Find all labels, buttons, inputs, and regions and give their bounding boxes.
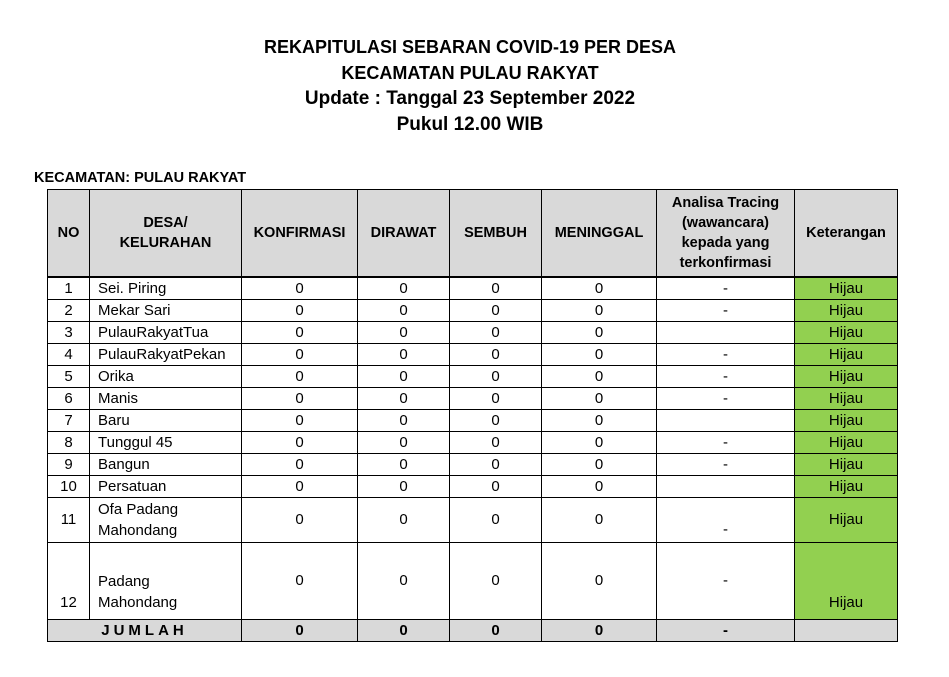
cell-sembuh: 0 — [450, 321, 542, 343]
cell-sembuh: 0 — [450, 409, 542, 431]
cell-dirawat: 0 — [358, 343, 450, 365]
cell-no: 6 — [48, 387, 90, 409]
table-row — [48, 475, 898, 497]
table-row — [48, 343, 898, 365]
cell-no: 4 — [48, 343, 90, 365]
cell-analisa: - — [657, 431, 795, 453]
total-sembuh: 0 — [450, 619, 542, 641]
cell-konfirmasi: 0 — [242, 277, 358, 300]
cell-keterangan: Hijau — [795, 475, 898, 497]
header-desa-line2: KELURAHAN — [119, 234, 212, 251]
cell-desa: Persatuan — [90, 475, 242, 497]
cell-desa: Orika — [90, 365, 242, 387]
table-row — [48, 365, 898, 387]
cell-analisa: - — [657, 453, 795, 475]
cell-no: 11 — [48, 497, 90, 542]
cell-meninggal: 0 — [542, 497, 657, 542]
cell-keterangan: Hijau — [795, 365, 898, 387]
table-row — [48, 321, 898, 343]
header-no: NO — [48, 190, 90, 277]
total-meninggal: 0 — [542, 619, 657, 641]
cell-meninggal: 0 — [542, 343, 657, 365]
cell-no: 5 — [48, 365, 90, 387]
cell-dirawat: 0 — [358, 277, 450, 300]
cell-konfirmasi: 0 — [242, 497, 358, 542]
cell-konfirmasi: 0 — [242, 431, 358, 453]
header-desa-line1: DESA/ — [143, 214, 188, 231]
cell-analisa: - — [657, 542, 795, 619]
cell-dirawat: 0 — [358, 542, 450, 619]
cell-desa: Sei. Piring — [90, 277, 242, 300]
cell-desa: Bangun — [90, 453, 242, 475]
title-line-2: KECAMATAN PULAU RAKYAT — [341, 63, 599, 83]
header-meninggal: MENINGGAL — [542, 190, 657, 277]
cell-desa: Tunggul 45 — [90, 431, 242, 453]
cell-keterangan: Hijau — [795, 321, 898, 343]
cell-konfirmasi: 0 — [242, 453, 358, 475]
total-konfirmasi: 0 — [242, 619, 358, 641]
report-title — [0, 34, 940, 138]
cell-no: 7 — [48, 409, 90, 431]
cell-analisa: - — [657, 277, 795, 300]
cell-konfirmasi: 0 — [242, 542, 358, 619]
cell-no: 8 — [48, 431, 90, 453]
cell-keterangan: Hijau — [795, 497, 898, 542]
cell-sembuh: 0 — [450, 475, 542, 497]
cell-meninggal: 0 — [542, 277, 657, 300]
table-row — [48, 277, 898, 300]
cell-dirawat: 0 — [358, 497, 450, 542]
title-line-4: Pukul 12.00 WIB — [396, 114, 544, 135]
cell-keterangan: Hijau — [795, 542, 898, 619]
header-analisa-line2: (wawancara) — [681, 214, 770, 231]
table-row — [48, 453, 898, 475]
cell-sembuh: 0 — [450, 497, 542, 542]
table-row — [48, 497, 898, 542]
header-desa — [90, 190, 242, 277]
cell-analisa: - — [657, 387, 795, 409]
cell-dirawat: 0 — [358, 475, 450, 497]
cell-no: 2 — [48, 299, 90, 321]
cell-no: 10 — [48, 475, 90, 497]
cell-sembuh: 0 — [450, 431, 542, 453]
cell-sembuh: 0 — [450, 453, 542, 475]
total-keterangan — [795, 619, 898, 641]
title-line-3: Update : Tanggal 23 September 2022 — [304, 88, 636, 109]
cell-meninggal: 0 — [542, 431, 657, 453]
cell-meninggal: 0 — [542, 365, 657, 387]
cell-keterangan: Hijau — [795, 299, 898, 321]
cell-meninggal: 0 — [542, 321, 657, 343]
cell-konfirmasi: 0 — [242, 321, 358, 343]
cell-dirawat: 0 — [358, 299, 450, 321]
total-dirawat: 0 — [358, 619, 450, 641]
header-dirawat: DIRAWAT — [358, 190, 450, 277]
cell-analisa: - — [657, 497, 795, 542]
cell-analisa — [657, 409, 795, 431]
cell-analisa — [657, 475, 795, 497]
cell-meninggal: 0 — [542, 409, 657, 431]
cell-konfirmasi: 0 — [242, 365, 358, 387]
cell-meninggal: 0 — [542, 299, 657, 321]
cell-sembuh: 0 — [450, 387, 542, 409]
header-analisa-line4: terkonfirmasi — [679, 254, 772, 271]
cell-sembuh: 0 — [450, 542, 542, 619]
cell-keterangan: Hijau — [795, 431, 898, 453]
cell-desa: Mekar Sari — [90, 299, 242, 321]
cell-desa-line1: Ofa Padang — [98, 500, 179, 518]
cell-konfirmasi: 0 — [242, 387, 358, 409]
cell-sembuh: 0 — [450, 365, 542, 387]
cell-konfirmasi: 0 — [242, 299, 358, 321]
cell-konfirmasi: 0 — [242, 343, 358, 365]
cell-desa-line2: Mahondang — [98, 593, 178, 611]
cell-analisa: - — [657, 343, 795, 365]
cell-desa — [90, 497, 242, 542]
cell-desa-line1: Padang — [98, 572, 150, 590]
cell-analisa — [657, 321, 795, 343]
table-row — [48, 387, 898, 409]
cell-no: 9 — [48, 453, 90, 475]
cell-sembuh: 0 — [450, 277, 542, 300]
cell-keterangan: Hijau — [795, 453, 898, 475]
table-row — [48, 431, 898, 453]
cell-dirawat: 0 — [358, 453, 450, 475]
cell-konfirmasi: 0 — [242, 475, 358, 497]
cell-desa: PulauRakyatPekan — [90, 343, 242, 365]
cell-dirawat: 0 — [358, 365, 450, 387]
cell-meninggal: 0 — [542, 387, 657, 409]
covid-table — [47, 189, 898, 642]
cell-keterangan: Hijau — [795, 409, 898, 431]
cell-desa: PulauRakyatTua — [90, 321, 242, 343]
total-analisa: - — [657, 619, 795, 641]
cell-meninggal: 0 — [542, 453, 657, 475]
cell-meninggal: 0 — [542, 475, 657, 497]
cell-no: 1 — [48, 277, 90, 300]
header-keterangan: Keterangan — [795, 190, 898, 277]
cell-no: 3 — [48, 321, 90, 343]
total-label: JUMLAH — [48, 619, 242, 641]
cell-meninggal: 0 — [542, 542, 657, 619]
header-analisa-line1: Analisa Tracing — [671, 194, 780, 211]
header-sembuh: SEMBUH — [450, 190, 542, 277]
district-label: KECAMATAN: PULAU RAKYAT — [34, 170, 247, 186]
header-analisa — [657, 190, 795, 277]
cell-dirawat: 0 — [358, 409, 450, 431]
table-row — [48, 542, 898, 619]
cell-keterangan: Hijau — [795, 277, 898, 300]
table-row — [48, 409, 898, 431]
cell-konfirmasi: 0 — [242, 409, 358, 431]
cell-dirawat: 0 — [358, 431, 450, 453]
cell-desa: Baru — [90, 409, 242, 431]
cell-dirawat: 0 — [358, 321, 450, 343]
cell-no: 12 — [48, 542, 90, 619]
title-line-1: REKAPITULASI SEBARAN COVID-19 PER DESA — [263, 37, 677, 57]
cell-desa: Manis — [90, 387, 242, 409]
cell-sembuh: 0 — [450, 299, 542, 321]
cell-sembuh: 0 — [450, 343, 542, 365]
cell-keterangan: Hijau — [795, 343, 898, 365]
cell-dirawat: 0 — [358, 387, 450, 409]
cell-desa-line2: Mahondang — [98, 521, 178, 539]
table-row — [48, 299, 898, 321]
cell-desa — [90, 542, 242, 619]
header-konfirmasi: KONFIRMASI — [242, 190, 358, 277]
cell-analisa: - — [657, 365, 795, 387]
header-analisa-line3: kepada yang — [681, 234, 770, 251]
cell-analisa: - — [657, 299, 795, 321]
cell-keterangan: Hijau — [795, 387, 898, 409]
total-row — [48, 619, 898, 641]
